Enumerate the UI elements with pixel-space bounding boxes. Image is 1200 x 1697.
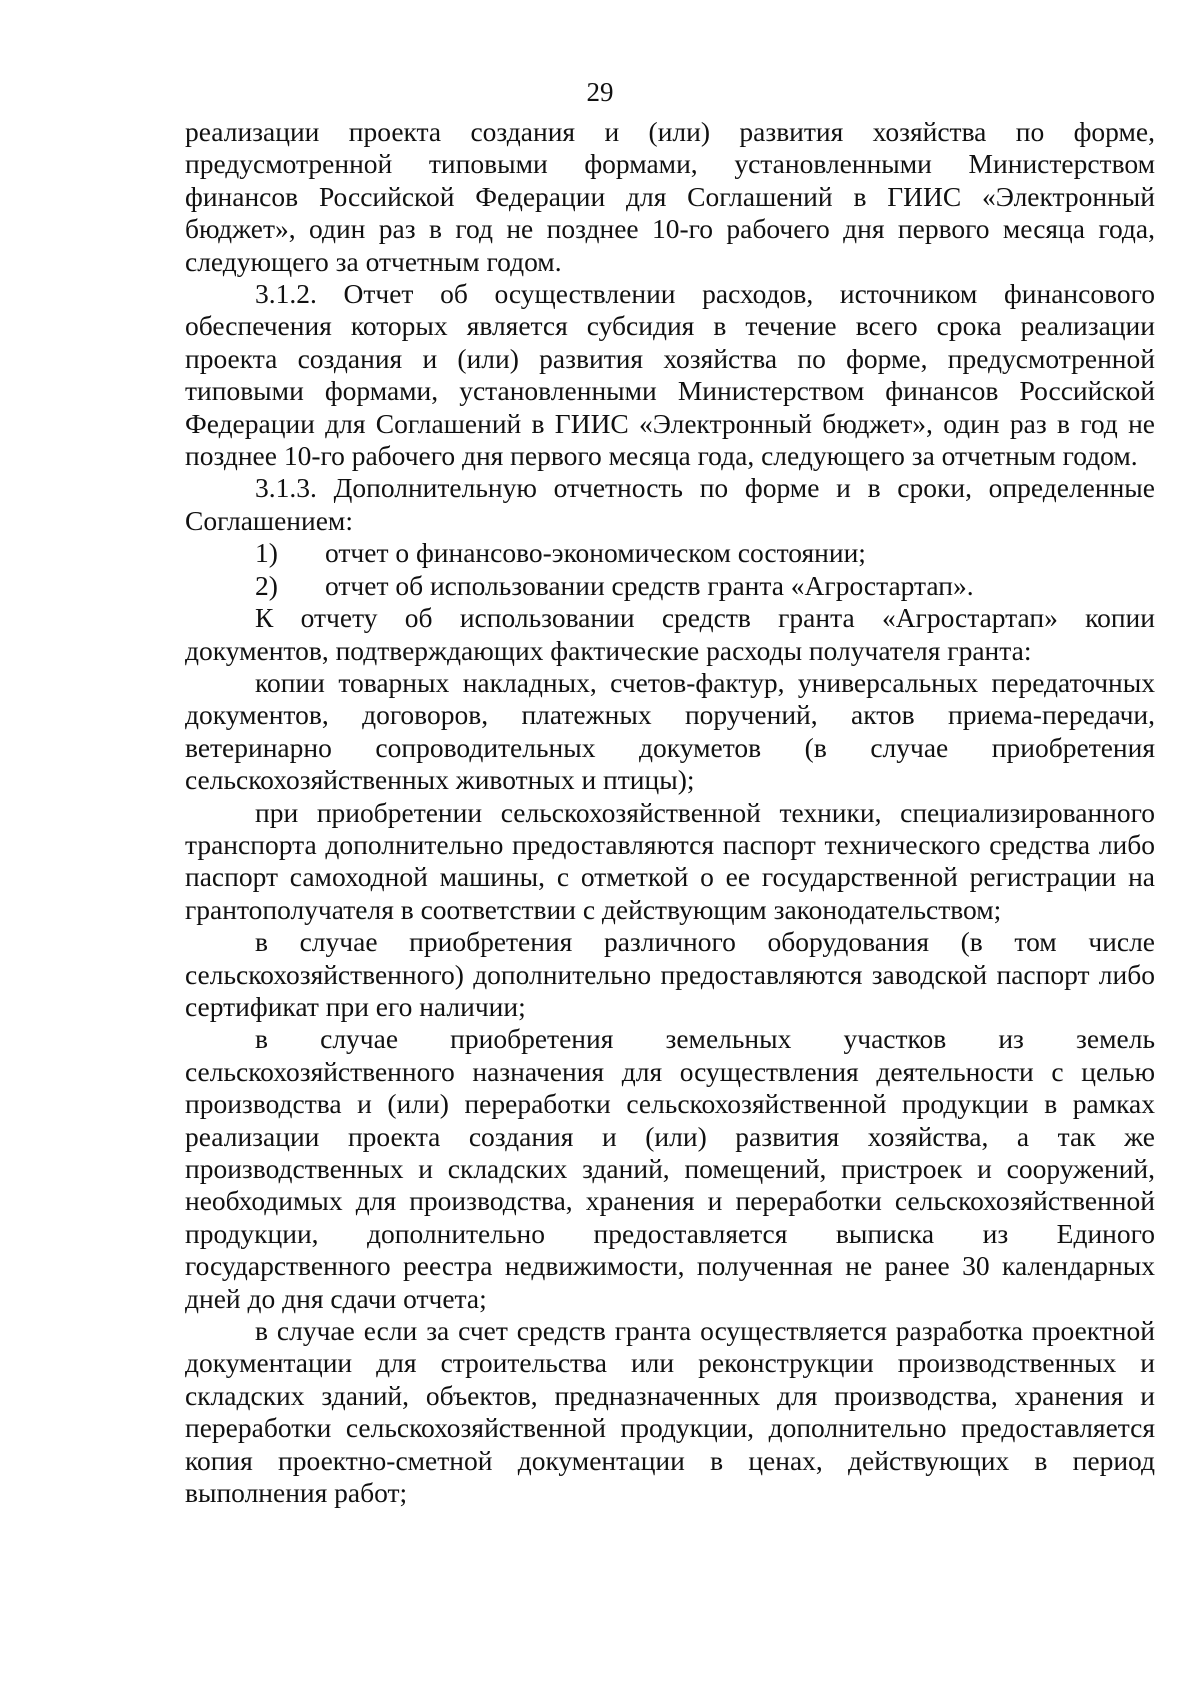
paragraph-project-documentation: в случае если за счет средств гранта осуществляется разработка проектной документации для строительства или реконструкции производственных и складских зданий, объектов, предназначенных для производства, хранения и переработки сельскохозяйственной продукции, дополнительно предоставляется копия проектно-сметной документации в ценах, действующих в период выполнения работ; [185, 1315, 1155, 1509]
paragraph-3-1-3: 3.1.3. Дополнительную отчетность по форме и в сроки, определенные Соглашением: [185, 472, 1155, 536]
list-item [185, 570, 1155, 602]
paragraph-land-plots: в случае приобретения земельных участков из земель сельскохозяйственного назначения для осуществления деятельности с целью производства и (или) переработки сельскохозяйственной продукции в рамках реализации проекта создания и (или) развития хозяйства, а так же производственных и складских зданий, помещений, пристроек и сооружений, необходимых для производства, хранения и переработки сельскохозяйственной продукции, дополнительно предоставляется выписка из Единого государственного реестра недвижимости, полученная не ранее 30 календарных дней до дня сдачи отчета; [185, 1023, 1155, 1314]
list-item-number: 2) [255, 569, 278, 601]
paragraph-invoices: копии товарных накладных, счетов-фактур, универсальных передаточных документов, договоров, платежных поручений, актов приема-передачи, ветеринарно сопроводительных докуметов (в случае приобретения сельскохозяйственных животных и птицы); [185, 666, 1155, 796]
paragraph-continuation: реализации проекта создания и (или) развития хозяйства по форме, предусмотренной типовыми формами, установленными Министерством финансов Российской Федерации для Соглашений в ГИИС «Электронный бюджет», один раз в год не позднее 10-го рабочего дня первого месяца года, следующего за отчетным годом. [185, 116, 1155, 277]
paragraph-equipment: в случае приобретения различного оборудования (в том числе сельскохозяйственного) дополнительно предоставляются заводской паспорт либо сертификат при его наличии; [185, 926, 1155, 1022]
page-number: 29 [586, 77, 614, 107]
paragraph-machinery: при приобретении сельскохозяйственной техники, специализированного транспорта дополнительно предоставляются паспорт технического средства либо паспорт самоходной машины, с отметкой о ее государственной регистрации на грантополучателя в соответствии с действующим законодательством; [185, 796, 1155, 925]
paragraph-3-1-2: 3.1.2. Отчет об осуществлении расходов, источником финансового обеспечения которых является субсидия в течение всего срока реализации проекта создания и (или) развития хозяйства по форме, предусмотренной типовыми формами, установленными Министерством финансов Российской Федерации для Соглашений в ГИИС «Электронный бюджет», один раз в год не позднее 10-го рабочего дня первого месяца года, следующего за отчетным годом. [185, 278, 1155, 472]
list-item-number: 1) [255, 537, 278, 569]
document-body [185, 116, 1155, 1509]
paragraph-report-attachments: К отчету об использовании средств гранта «Агростартап» копии документов, подтверждающих фактические расходы получателя гранта: [185, 602, 1155, 666]
list-item-text: отчет об использовании средств гранта «Агростартап». [325, 569, 974, 601]
list-item [185, 537, 1155, 569]
list-item-text: отчет о финансово-экономическом состоянии; [325, 537, 866, 569]
